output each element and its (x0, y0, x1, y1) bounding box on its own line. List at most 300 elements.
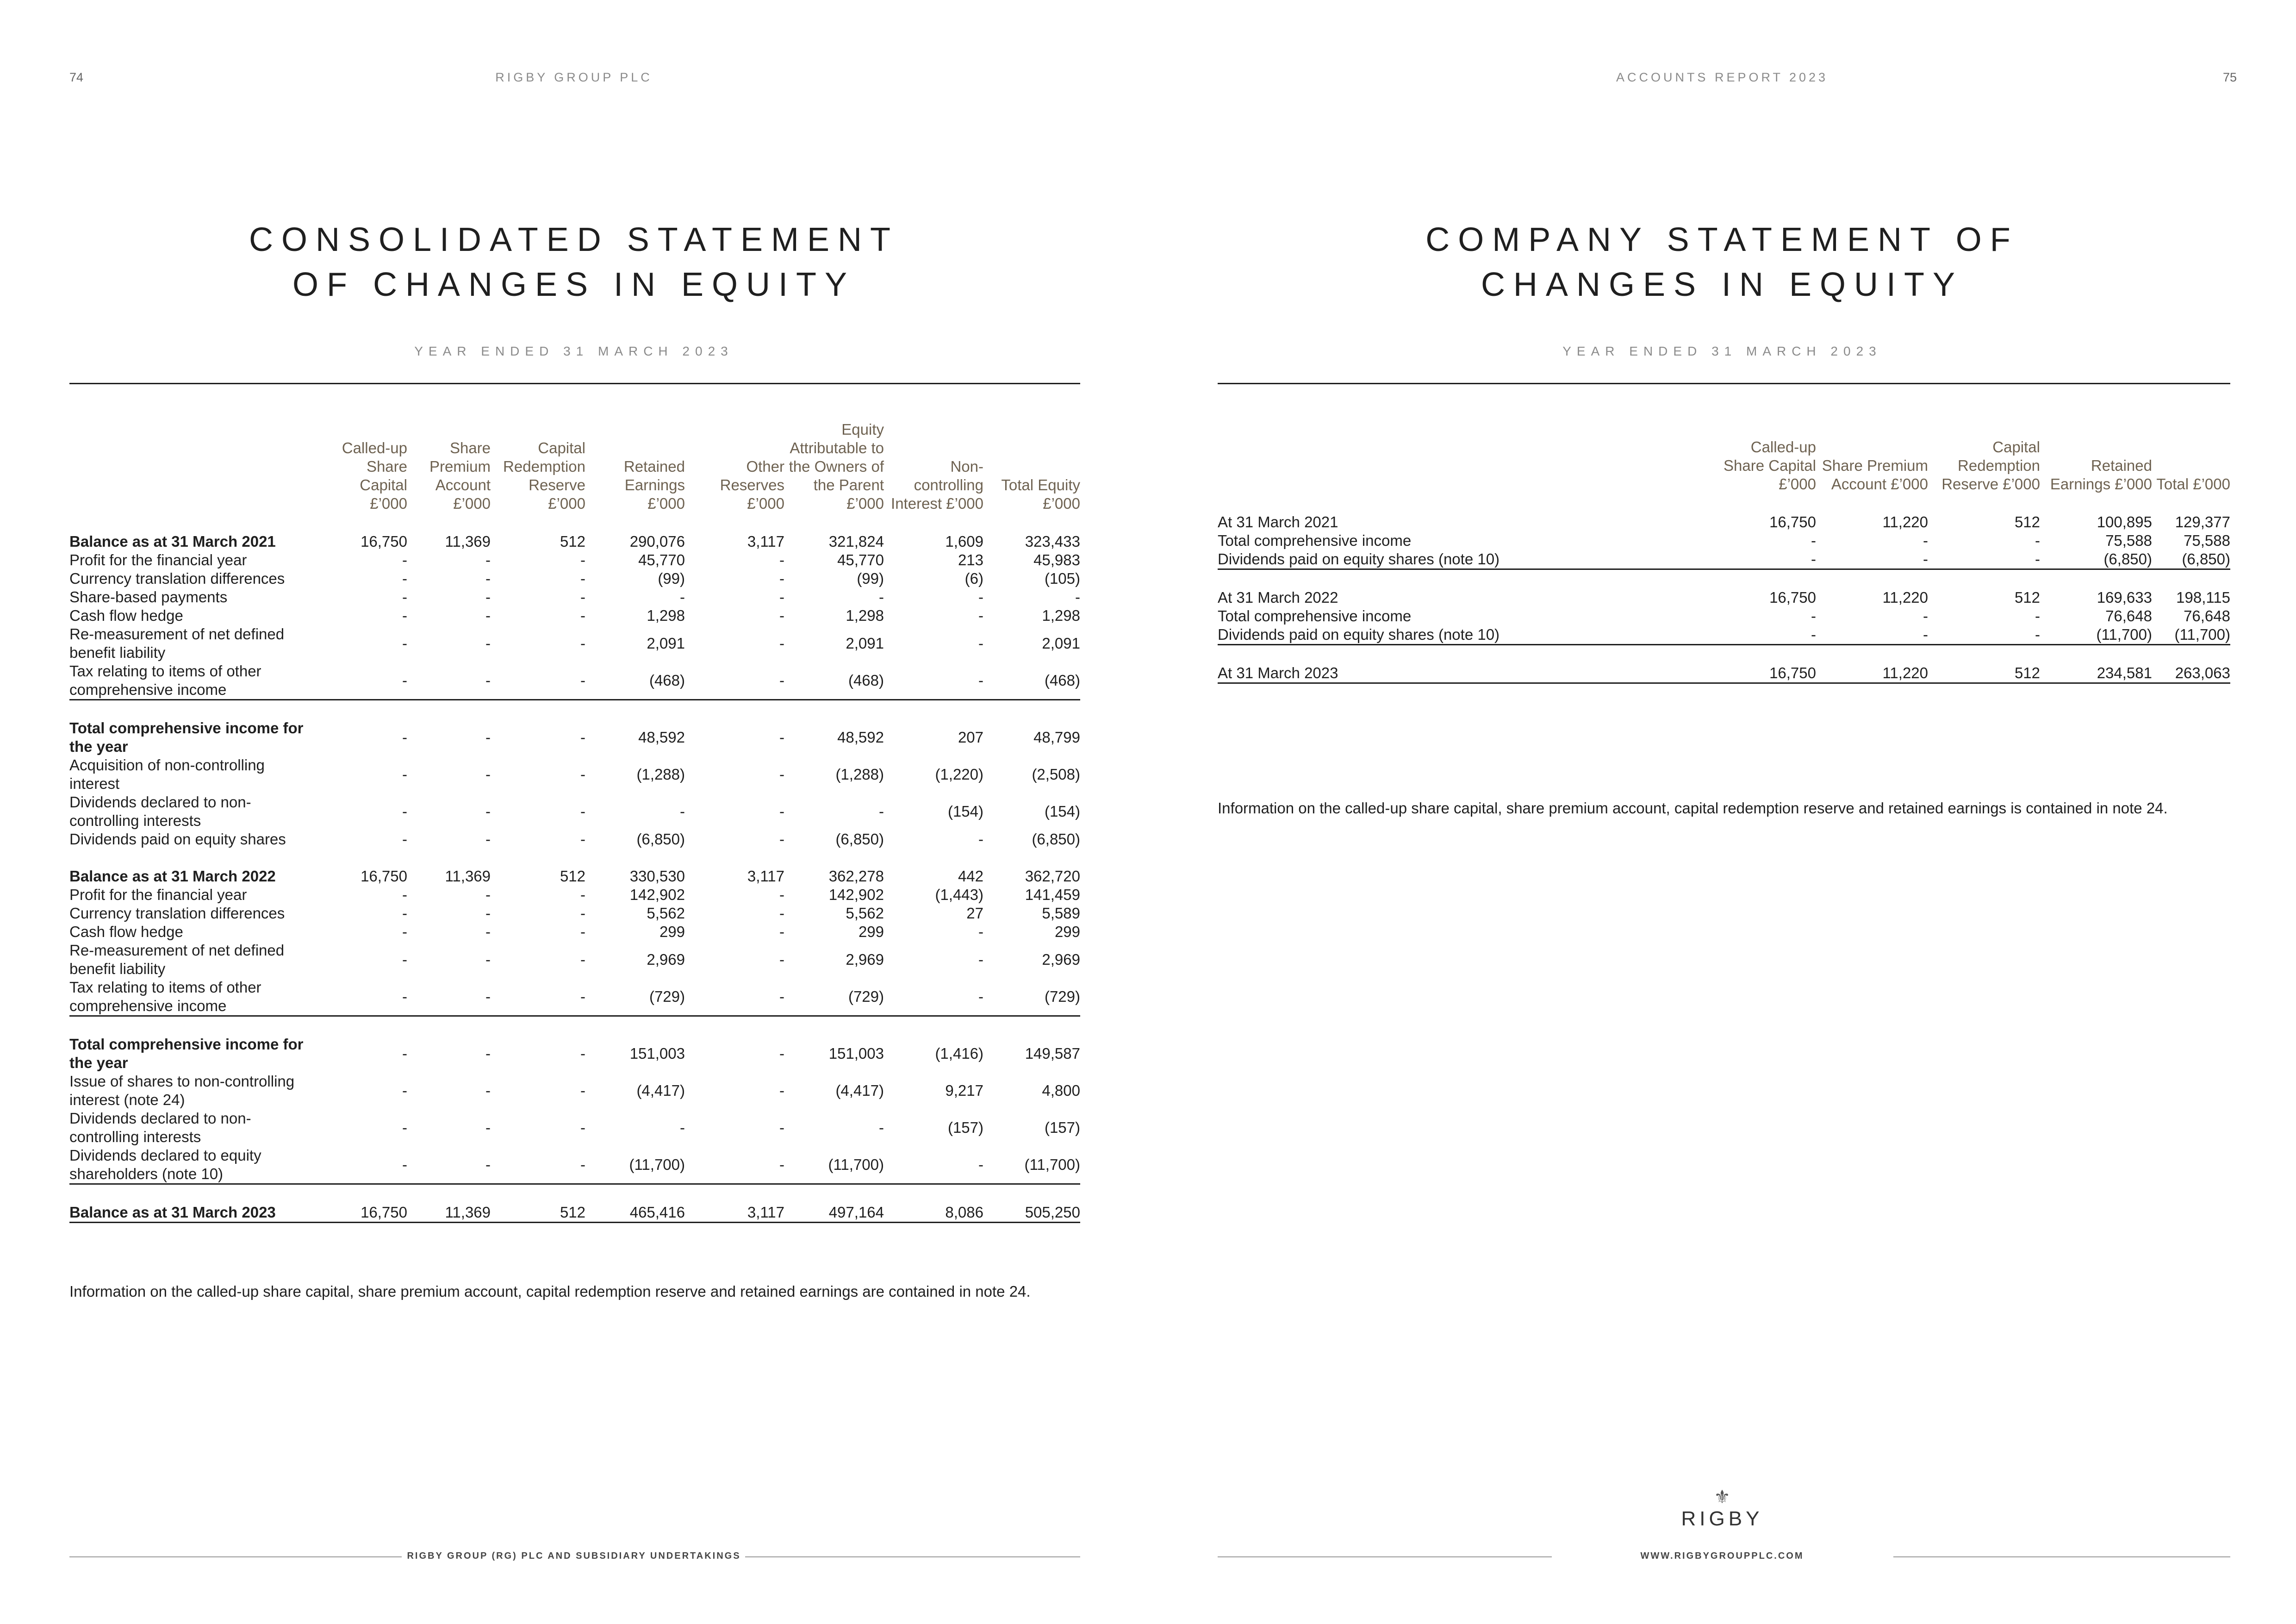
table-cell: - (580, 923, 585, 940)
page-header: ACCOUNTS REPORT 2023 (1616, 70, 1829, 84)
table-cell: 142,902 (629, 886, 685, 903)
row-label: At 31 March 2022 (1218, 569, 1717, 607)
table-cell: - (779, 923, 784, 940)
table-cell: - (580, 570, 585, 587)
table-cell: - (779, 672, 784, 689)
table-cell: - (402, 607, 407, 624)
table-row (69, 830, 1080, 849)
row-label: Total comprehensive income for the year (69, 1016, 326, 1073)
column-header: Called-up Share Capital £’000 (1724, 438, 1816, 493)
table-cell: - (485, 1119, 491, 1136)
table-cell: (6,850) (835, 831, 884, 848)
table-cell: - (779, 1156, 784, 1173)
page-subtitle: YEAR ENDED 31 MARCH 2023 (414, 344, 734, 358)
table-cell: (11,700) (2174, 626, 2230, 643)
table-cell: - (580, 551, 585, 568)
table-cell: - (402, 766, 407, 783)
table-cell: - (485, 588, 491, 606)
row-label: At 31 March 2023 (1218, 645, 1717, 683)
row-label: Dividends declared to non-controlling interests (69, 793, 251, 829)
table-cell: - (407, 1016, 491, 1073)
table-cell: 330,530 (629, 868, 685, 885)
table-cell: 5,589 (1042, 905, 1080, 922)
table-cell: 142,902 (828, 886, 884, 903)
table-row (1218, 607, 2230, 625)
table-cell: - (1923, 626, 1928, 643)
table-cell: 3,117 (685, 1184, 784, 1223)
table-cell: 1,298 (647, 607, 685, 624)
table-cell: - (485, 1082, 491, 1099)
table-cell: 5,562 (647, 905, 685, 922)
table-cell: 16,750 (361, 533, 407, 550)
table-cell: - (402, 988, 407, 1005)
table-cell: 11,369 (445, 533, 491, 550)
table-cell: 505,250 (983, 1184, 1080, 1223)
table-cell: 16,750 (1717, 569, 1816, 607)
table-cell: - (2035, 626, 2040, 643)
table-cell: 362,720 (1025, 868, 1080, 885)
table-cell: 16,750 (361, 868, 407, 885)
column-header: Total £’000 (2156, 475, 2230, 493)
table-cell: - (978, 635, 983, 652)
table-cell: (1,220) (935, 766, 983, 783)
table-cell: - (2035, 550, 2040, 568)
table-cell: 362,278 (828, 868, 884, 885)
table-cell: (2,508) (1032, 766, 1080, 783)
table-row (69, 1109, 1080, 1146)
table-cell: - (680, 1119, 685, 1136)
table-cell: - (485, 570, 491, 587)
table-cell: - (1811, 550, 1816, 568)
table-cell: (11,700) (629, 1156, 685, 1173)
table-cell: 323,433 (1025, 533, 1080, 550)
table-row (69, 625, 1080, 662)
row-label: Dividends paid on equity shares (note 10) (1218, 626, 1500, 643)
table-row (69, 569, 1080, 588)
table-cell: 76,648 (2105, 607, 2152, 625)
table-cell: - (779, 588, 784, 606)
table-cell: - (485, 1156, 491, 1173)
table-cell: - (402, 570, 407, 587)
table-row (69, 588, 1080, 606)
table-cell: 75,588 (2105, 532, 2152, 549)
row-label: Share-based payments (69, 588, 228, 606)
table-cell: - (779, 803, 784, 820)
table-cell: (99) (658, 570, 685, 587)
table-cell: - (779, 766, 784, 783)
table-row (1218, 645, 2230, 683)
table-cell: 3,117 (747, 533, 784, 550)
table-cell: - (1811, 626, 1816, 643)
table-cell: - (680, 803, 685, 820)
table-cell: 213 (958, 551, 983, 568)
table-cell: (6,850) (1032, 831, 1080, 848)
table-cell: - (1075, 588, 1080, 606)
column-header-label (69, 420, 326, 532)
table-cell: - (485, 951, 491, 968)
row-label: Dividends paid on equity shares (69, 831, 286, 848)
row-label: Tax relating to items of other comprehensive income (69, 662, 261, 698)
table-cell: - (580, 1082, 585, 1099)
table-cell: - (580, 766, 585, 783)
table-cell: - (580, 672, 585, 689)
row-label: Balance as at 31 March 2023 (69, 1184, 326, 1223)
table-cell: 512 (491, 1184, 585, 1223)
table-cell: - (2035, 607, 2040, 625)
table-cell: - (402, 886, 407, 903)
table-cell: (157) (1044, 1119, 1080, 1136)
table-row (1218, 569, 2230, 607)
table-cell: (6,850) (636, 831, 685, 848)
table-cell: 299 (659, 923, 685, 940)
table-cell: 11,369 (445, 868, 491, 885)
table-row (1218, 625, 2230, 645)
page-title (1148, 218, 2296, 307)
table-cell: - (779, 1119, 784, 1136)
table-cell: 11,369 (407, 1184, 491, 1223)
column-header: Capital Redemption Reserve £’000 (1941, 438, 2040, 493)
row-label: Dividends declared to equity shareholders (note 10) (69, 1147, 261, 1182)
table-row (69, 1072, 1080, 1109)
table-cell: - (491, 700, 585, 756)
table-cell: 299 (858, 923, 884, 940)
table-cell: 2,091 (647, 635, 685, 652)
table-cell: (468) (649, 672, 685, 689)
table-cell: 11,220 (1816, 569, 1928, 607)
table-cell: - (1811, 532, 1816, 549)
table-cell: - (779, 905, 784, 922)
table-row (69, 941, 1080, 978)
consolidated-equity-table (69, 420, 1080, 1223)
page-title (0, 218, 1148, 307)
table-cell: - (978, 831, 983, 848)
table-cell: - (402, 588, 407, 606)
company-equity-table (1218, 438, 2230, 684)
table-row (69, 793, 1080, 830)
table-cell: 512 (560, 868, 585, 885)
table-cell: - (879, 588, 884, 606)
table-cell: (1,288) (636, 766, 685, 783)
table-cell: - (402, 551, 407, 568)
table-cell: (4,417) (636, 1082, 685, 1099)
table-cell: - (402, 1082, 407, 1099)
table-cell: 442 (958, 868, 983, 885)
table-cell: - (580, 607, 585, 624)
header-rule (69, 383, 1080, 384)
table-cell: 45,770 (837, 551, 884, 568)
table-cell: 16,750 (1717, 645, 1816, 683)
row-label: Dividends paid on equity shares (note 10) (1218, 550, 1500, 568)
table-row (69, 551, 1080, 569)
table-cell: - (580, 988, 585, 1005)
column-header: Capital Redemption Reserve £’000 (503, 439, 585, 512)
table-cell: (1,288) (835, 766, 884, 783)
table-row (69, 606, 1080, 625)
table-cell: - (779, 607, 784, 624)
table-cell: - (978, 672, 983, 689)
table-cell: - (779, 570, 784, 587)
table-row (69, 532, 1080, 551)
column-header: Equity Attributable to the Owners of the Parent £’000 (789, 421, 884, 512)
table-row (69, 849, 1080, 886)
table-cell: - (402, 635, 407, 652)
table-row (69, 978, 1080, 1016)
row-label: Tax relating to items of other comprehensive income (69, 979, 261, 1014)
table-cell: (11,700) (2096, 626, 2152, 643)
table-cell: (105) (1044, 570, 1080, 587)
table-cell: - (779, 886, 784, 903)
table-cell: 2,091 (1042, 635, 1080, 652)
right-page (1148, 0, 2296, 1624)
row-label: Acquisition of non-controlling interest (69, 756, 265, 792)
table-cell: (468) (1044, 672, 1080, 689)
row-label: Profit for the financial year (69, 886, 247, 903)
table-cell: - (779, 988, 784, 1005)
footer-rule-right (745, 1556, 1080, 1557)
row-label: Re-measurement of net defined benefit liability (69, 942, 285, 977)
equity-note: Information on the called-up share capital, share premium account, capital redemption reserve and retained earnings is contained in note 24. (1218, 800, 2168, 817)
title-line-1: COMPANY STATEMENT OF (1425, 221, 2019, 258)
table-cell: 2,091 (846, 635, 884, 652)
title-line-2: CHANGES IN EQUITY (1481, 266, 1964, 303)
table-cell: - (402, 1119, 407, 1136)
table-cell: 11,220 (1882, 513, 1928, 531)
column-header-label (1218, 438, 1717, 513)
table-cell: - (485, 635, 491, 652)
table-cell: - (485, 766, 491, 783)
table-cell: 263,063 (2152, 645, 2230, 683)
table-cell: - (779, 951, 784, 968)
column-header: Non-controlling Interest £’000 (891, 458, 983, 512)
row-label: Currency translation differences (69, 570, 285, 587)
table-cell: 11,220 (1816, 645, 1928, 683)
table-cell: - (580, 588, 585, 606)
table-row (1218, 513, 2230, 531)
table-cell: - (580, 1119, 585, 1136)
page-number: 75 (2222, 70, 2237, 84)
table-cell: (4,417) (835, 1082, 884, 1099)
table-cell: 234,581 (2040, 645, 2152, 683)
table-cell: 4,800 (1042, 1082, 1080, 1099)
table-cell: - (680, 588, 685, 606)
table-cell: 207 (884, 700, 983, 756)
table-row (1218, 550, 2230, 569)
table-cell: - (1923, 532, 1928, 549)
table-cell: - (326, 1016, 407, 1073)
table-cell: 16,750 (326, 1184, 407, 1223)
table-cell: (1,416) (884, 1016, 983, 1073)
table-cell: - (580, 1156, 585, 1173)
table-cell: (6,850) (2103, 550, 2152, 568)
table-cell: - (491, 1016, 585, 1073)
table-cell: 2,969 (846, 951, 884, 968)
column-header: Called-up Share Capital £’000 (342, 439, 407, 512)
table-cell: - (402, 831, 407, 848)
table-cell: (468) (848, 672, 884, 689)
table-cell: 151,003 (585, 1016, 685, 1073)
page-number: 74 (69, 70, 84, 84)
table-cell: 321,824 (828, 533, 884, 550)
table-cell: - (485, 988, 491, 1005)
table-cell: 5,562 (846, 905, 884, 922)
table-cell: 299 (1054, 923, 1080, 940)
table-cell: 497,164 (784, 1184, 884, 1223)
table-cell: - (485, 831, 491, 848)
table-cell: - (485, 672, 491, 689)
column-header: Retained Earnings £’000 (2050, 457, 2152, 493)
column-header: Other Reserves £’000 (720, 458, 784, 512)
table-cell: - (2035, 532, 2040, 549)
table-cell: (11,700) (828, 1156, 884, 1173)
table-row (69, 756, 1080, 793)
table-cell: - (580, 831, 585, 848)
table-cell: 48,799 (983, 700, 1080, 756)
row-label: Total comprehensive income (1218, 607, 1412, 625)
footer-rule-right (1893, 1556, 2230, 1557)
table-cell: - (1923, 607, 1928, 625)
table-cell: 512 (2014, 513, 2040, 531)
table-cell: 465,416 (585, 1184, 685, 1223)
row-label: Profit for the financial year (69, 551, 247, 568)
table-cell: - (779, 551, 784, 568)
table-cell: - (978, 923, 983, 940)
table-cell: - (402, 923, 407, 940)
table-cell: 76,648 (2184, 607, 2230, 625)
row-label: Currency translation differences (69, 905, 285, 922)
table-cell: (729) (649, 988, 685, 1005)
table-cell: 512 (1928, 569, 2040, 607)
table-row (69, 886, 1080, 904)
table-cell: 141,459 (1025, 886, 1080, 903)
column-header: Share Premium Account £’000 (1822, 457, 1928, 493)
table-header-row (69, 420, 1080, 532)
table-cell: - (485, 551, 491, 568)
row-label: Balance as at 31 March 2021 (69, 533, 276, 550)
table-cell: - (485, 923, 491, 940)
table-cell: - (326, 700, 407, 756)
footer-text: RIGBY GROUP (RG) PLC AND SUBSIDIARY UNDERTAKINGS (407, 1551, 741, 1561)
header-rule (1218, 383, 2230, 384)
fleur-icon: ⚜ (1714, 1487, 1730, 1507)
table-cell: - (485, 905, 491, 922)
table-cell: 198,115 (2152, 569, 2230, 607)
row-label: Cash flow hedge (69, 923, 183, 940)
table-row (69, 1146, 1080, 1184)
table-cell: 27 (966, 905, 983, 922)
table-cell: 3,117 (747, 868, 784, 885)
table-cell: - (779, 635, 784, 652)
table-cell: 512 (560, 533, 585, 550)
table-cell: - (402, 951, 407, 968)
row-label: At 31 March 2021 (1218, 513, 1338, 531)
table-cell: (729) (848, 988, 884, 1005)
table-cell: 2,969 (1042, 951, 1080, 968)
page-header: RIGBY GROUP PLC (495, 70, 653, 84)
row-label: Dividends declared to non-controlling interests (69, 1110, 251, 1145)
equity-note: Information on the called-up share capital, share premium account, capital redemption reserve and retained earnings are contained in note 24. (69, 1283, 1031, 1300)
table-cell: - (402, 672, 407, 689)
row-label: Total comprehensive income for the year (69, 700, 326, 756)
table-cell: 1,609 (945, 533, 983, 550)
table-cell: 129,377 (2175, 513, 2230, 531)
table-cell: - (978, 588, 983, 606)
table-cell: 45,770 (638, 551, 685, 568)
table-cell: - (1923, 550, 1928, 568)
title-line-1: CONSOLIDATED STATEMENT (249, 221, 899, 258)
table-cell: 9,217 (945, 1082, 983, 1099)
column-header: Share Premium Account £’000 (429, 439, 491, 512)
row-label: Cash flow hedge (69, 607, 183, 624)
table-cell: - (407, 700, 491, 756)
row-label: Total comprehensive income (1218, 532, 1412, 549)
table-cell: (729) (1044, 988, 1080, 1005)
table-cell: - (779, 1082, 784, 1099)
table-cell: - (485, 886, 491, 903)
table-cell: 48,592 (585, 700, 685, 756)
table-cell: (99) (857, 570, 884, 587)
table-cell: - (879, 1119, 884, 1136)
table-cell: 151,003 (784, 1016, 884, 1073)
table-cell: - (402, 803, 407, 820)
table-cell: 45,983 (1033, 551, 1080, 568)
page-subtitle: YEAR ENDED 31 MARCH 2023 (1562, 344, 1882, 358)
table-cell: (154) (1044, 803, 1080, 820)
table-cell: - (978, 607, 983, 624)
column-header: Retained Earnings £’000 (623, 458, 685, 512)
table-cell: - (580, 803, 585, 820)
table-cell: - (978, 1156, 983, 1173)
logo-wordmark: RIGBY (1681, 1507, 1763, 1530)
table-cell: - (580, 951, 585, 968)
table-cell: 149,587 (983, 1016, 1080, 1073)
footer-text: WWW.RIGBYGROUPPLC.COM (1640, 1551, 1804, 1561)
title-line-2: OF CHANGES IN EQUITY (292, 266, 856, 303)
table-cell: 100,895 (2097, 513, 2152, 531)
table-cell: - (685, 700, 784, 756)
table-header-row (1218, 438, 2230, 513)
table-cell: (6) (964, 570, 983, 587)
table-cell: 8,086 (884, 1184, 983, 1223)
table-row (69, 1016, 1080, 1073)
row-label: Re-measurement of net defined benefit liability (69, 625, 285, 661)
table-row (69, 904, 1080, 923)
row-label: Issue of shares to non-controlling interest (note 24) (69, 1073, 295, 1108)
table-cell: - (1811, 607, 1816, 625)
table-cell: (154) (947, 803, 983, 820)
table-cell: 16,750 (1769, 513, 1816, 531)
table-cell: - (779, 831, 784, 848)
table-cell: 512 (1928, 645, 2040, 683)
table-row (69, 1184, 1080, 1223)
column-header: Total Equity £’000 (1001, 476, 1080, 512)
table-cell: (157) (947, 1119, 983, 1136)
table-cell: - (402, 1156, 407, 1173)
table-cell: 169,633 (2040, 569, 2152, 607)
table-cell: - (580, 635, 585, 652)
table-cell: - (978, 988, 983, 1005)
table-cell: - (485, 607, 491, 624)
table-cell: - (879, 803, 884, 820)
table-cell: 2,969 (647, 951, 685, 968)
table-cell: 1,298 (1042, 607, 1080, 624)
row-label: Balance as at 31 March 2022 (69, 868, 276, 885)
table-cell: - (402, 905, 407, 922)
table-cell: - (978, 951, 983, 968)
table-cell: 75,588 (2184, 532, 2230, 549)
table-cell: 48,592 (784, 700, 884, 756)
table-cell: - (685, 1016, 784, 1073)
table-row (69, 923, 1080, 941)
